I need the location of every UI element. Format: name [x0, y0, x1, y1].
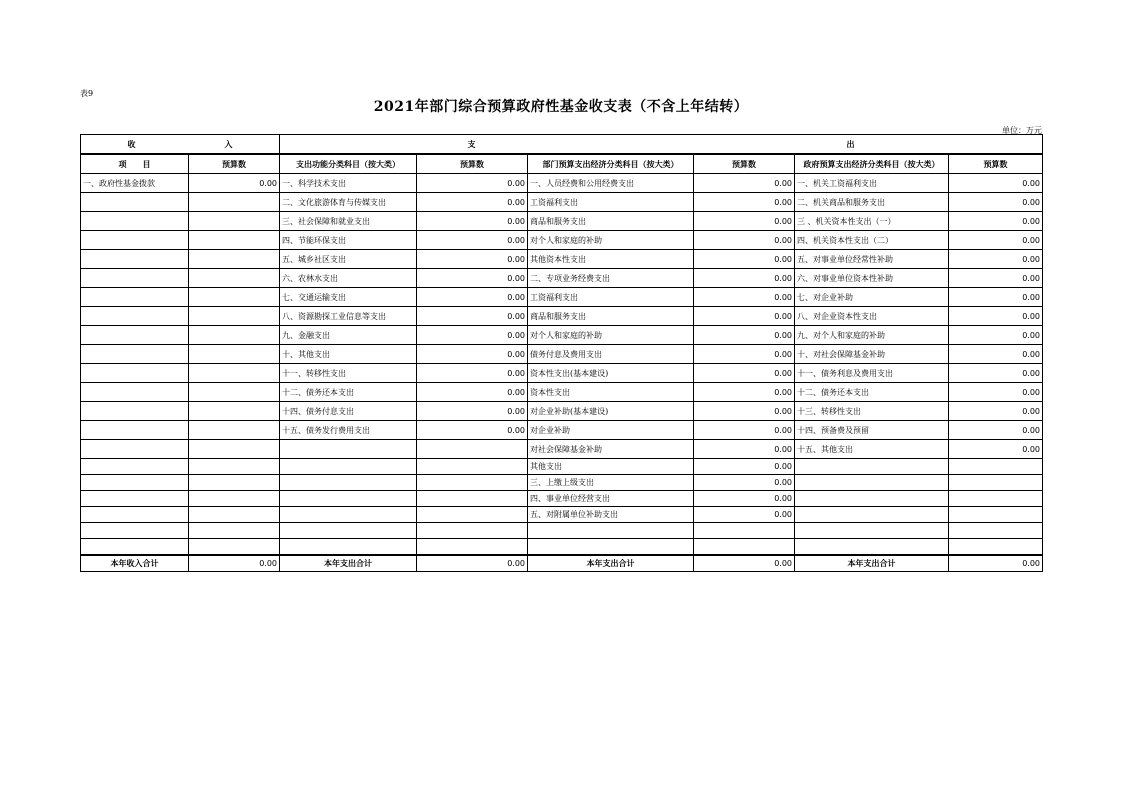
income-value-cell: [189, 193, 280, 212]
table-row: [81, 440, 1043, 459]
table-row: [81, 212, 1043, 231]
gov-econ-cell: 九、对个人和家庭的补助: [795, 326, 949, 345]
dept-total-label: 本年支出合计: [528, 555, 694, 572]
dept-econ-cell: 二、专项业务经费支出: [528, 269, 694, 288]
func-value-cell: 0.00: [417, 402, 528, 421]
func-class-cell: [280, 459, 417, 475]
income-value-cell: [189, 288, 280, 307]
dept-value-cell: 0.00: [694, 421, 795, 440]
income-item-cell: [81, 475, 189, 491]
dept-value-cell: 0.00: [694, 193, 795, 212]
income-value-cell: [189, 307, 280, 326]
dept-econ-cell: 商品和服务支出: [528, 307, 694, 326]
gov-econ-cell: 五、对事业单位经常性补助: [795, 250, 949, 269]
income-item-cell: [81, 231, 189, 250]
gov-value-cell: 0.00: [949, 288, 1043, 307]
totals-row: [81, 555, 1043, 572]
income-value-cell: [189, 212, 280, 231]
table-row: [81, 288, 1043, 307]
func-value-cell: [417, 507, 528, 523]
income-value-cell: [189, 475, 280, 491]
dept-value-cell: 0.00: [694, 345, 795, 364]
func-class-cell: 一、科学技术支出: [280, 174, 417, 193]
gov-econ-cell: 四、机关资本性支出（二）: [795, 231, 949, 250]
dept-econ-cell: 商品和服务支出: [528, 212, 694, 231]
col-gov-econ: 政府预算支出经济分类科目（按大类）: [795, 154, 949, 174]
func-value-cell: 0.00: [417, 231, 528, 250]
dept-econ-cell: 其他资本性支出: [528, 250, 694, 269]
income-item-cell: [81, 193, 189, 212]
income-item-cell: [81, 507, 189, 523]
func-value-cell: 0.00: [417, 364, 528, 383]
gov-value-cell: 0.00: [949, 421, 1043, 440]
dept-value-cell: 0.00: [694, 212, 795, 231]
dept-value-cell: 0.00: [694, 383, 795, 402]
table-row: [81, 250, 1043, 269]
col-func-class: 支出功能分类科目（按大类）: [280, 154, 417, 174]
dept-value-cell: 0.00: [694, 491, 795, 507]
gov-value-cell: 0.00: [949, 345, 1043, 364]
func-value-cell: [417, 491, 528, 507]
dept-value-cell: 0.00: [694, 507, 795, 523]
dept-econ-cell: 工资福利支出: [528, 193, 694, 212]
income-value-cell: [189, 507, 280, 523]
table-row: [81, 475, 1043, 491]
unit-label: 单位：万元: [1002, 126, 1042, 135]
income-value-cell: [189, 402, 280, 421]
func-value-cell: [417, 523, 528, 539]
func-value-cell: 0.00: [417, 269, 528, 288]
income-value-cell: [189, 250, 280, 269]
gov-econ-cell: [795, 475, 949, 491]
income-item-cell: [81, 250, 189, 269]
income-item-cell: 一、政府性基金拨款: [81, 174, 189, 193]
gov-value-cell: 0.00: [949, 174, 1043, 193]
income-header: 收 入: [81, 135, 280, 155]
gov-econ-cell: [795, 523, 949, 539]
col-budget: 预算数: [417, 154, 528, 174]
func-value-cell: 0.00: [417, 174, 528, 193]
gov-econ-cell: 十二、债务还本支出: [795, 383, 949, 402]
gov-value-cell: 0.00: [949, 231, 1043, 250]
gov-econ-cell: [795, 539, 949, 556]
gov-econ-cell: 八、对企业资本性支出: [795, 307, 949, 326]
gov-value-cell: [949, 459, 1043, 475]
gov-econ-cell: 十一、债务利息及费用支出: [795, 364, 949, 383]
dept-value-cell: 0.00: [694, 364, 795, 383]
table-row: [81, 193, 1043, 212]
gov-econ-cell: [795, 491, 949, 507]
income-value-cell: [189, 345, 280, 364]
func-value-cell: 0.00: [417, 193, 528, 212]
income-value-cell: [189, 383, 280, 402]
dept-total-value: 0.00: [694, 555, 795, 572]
income-item-cell: [81, 539, 189, 556]
table-row: [81, 539, 1043, 556]
table-row: [81, 459, 1043, 475]
func-total-label: 本年支出合计: [280, 555, 417, 572]
income-value-cell: [189, 440, 280, 459]
income-total-value: 0.00: [189, 555, 280, 572]
dept-value-cell: 0.00: [694, 402, 795, 421]
dept-econ-cell: 其他支出: [528, 459, 694, 475]
gov-total-label: 本年支出合计: [795, 555, 949, 572]
income-item-cell: [81, 288, 189, 307]
col-budget: 预算数: [189, 154, 280, 174]
func-class-cell: 十二、债务还本支出: [280, 383, 417, 402]
income-value-cell: [189, 539, 280, 556]
func-class-cell: 七、交通运输支出: [280, 288, 417, 307]
table-row: [81, 326, 1043, 345]
func-class-cell: 十四、债务付息支出: [280, 402, 417, 421]
col-budget: 预算数: [949, 154, 1043, 174]
sheet-number: 表9: [80, 89, 94, 98]
income-value-cell: [189, 421, 280, 440]
gov-value-cell: 0.00: [949, 364, 1043, 383]
func-class-cell: 五、城乡社区支出: [280, 250, 417, 269]
dept-value-cell: [694, 523, 795, 539]
gov-total-value: 0.00: [949, 555, 1043, 572]
dept-econ-cell: 工资福利支出: [528, 288, 694, 307]
dept-econ-cell: 对企业补助: [528, 421, 694, 440]
func-class-cell: 六、农林水支出: [280, 269, 417, 288]
income-item-cell: [81, 523, 189, 539]
gov-econ-cell: 三 、机关资本性支出（一）: [795, 212, 949, 231]
dept-econ-cell: [528, 539, 694, 556]
func-class-cell: 九、金融支出: [280, 326, 417, 345]
func-class-cell: [280, 475, 417, 491]
func-class-cell: 十、其他支出: [280, 345, 417, 364]
dept-econ-cell: 对社会保障基金补助: [528, 440, 694, 459]
func-value-cell: [417, 440, 528, 459]
dept-econ-cell: 四、事业单位经营支出: [528, 491, 694, 507]
func-class-cell: 三、社会保障和就业支出: [280, 212, 417, 231]
table-row: [81, 421, 1043, 440]
gov-econ-cell: 一、机关工资福利支出: [795, 174, 949, 193]
gov-econ-cell: [795, 459, 949, 475]
income-item-cell: [81, 269, 189, 288]
func-value-cell: 0.00: [417, 326, 528, 345]
func-class-cell: 八、资源勘探工业信息等支出: [280, 307, 417, 326]
income-item-cell: [81, 440, 189, 459]
dept-econ-cell: 债务付息及费用支出: [528, 345, 694, 364]
dept-econ-cell: 对个人和家庭的补助: [528, 326, 694, 345]
gov-econ-cell: 六、对事业单位资本性补助: [795, 269, 949, 288]
dept-econ-cell: 资本性支出: [528, 383, 694, 402]
income-value-cell: [189, 491, 280, 507]
income-value-cell: [189, 269, 280, 288]
func-class-cell: [280, 539, 417, 556]
dept-value-cell: 0.00: [694, 440, 795, 459]
col-budget: 预算数: [694, 154, 795, 174]
dept-value-cell: 0.00: [694, 307, 795, 326]
income-item-cell: [81, 326, 189, 345]
func-value-cell: 0.00: [417, 212, 528, 231]
func-value-cell: 0.00: [417, 250, 528, 269]
income-value-cell: 0.00: [189, 174, 280, 193]
func-class-cell: [280, 491, 417, 507]
dept-econ-cell: 对企业补助(基本建设): [528, 402, 694, 421]
dept-value-cell: 0.00: [694, 174, 795, 193]
func-class-cell: 四、节能环保支出: [280, 231, 417, 250]
dept-econ-cell: 一、人员经费和公用经费支出: [528, 174, 694, 193]
dept-econ-cell: 对个人和家庭的补助: [528, 231, 694, 250]
col-item: 项 目: [81, 154, 189, 174]
income-value-cell: [189, 459, 280, 475]
dept-value-cell: 0.00: [694, 250, 795, 269]
gov-value-cell: 0.00: [949, 307, 1043, 326]
dept-value-cell: [694, 539, 795, 556]
gov-econ-cell: 十五、其他支出: [795, 440, 949, 459]
expense-header: 支 出: [280, 135, 1043, 155]
income-item-cell: [81, 345, 189, 364]
income-value-cell: [189, 326, 280, 345]
table-row: [81, 269, 1043, 288]
func-value-cell: 0.00: [417, 288, 528, 307]
func-class-cell: [280, 523, 417, 539]
func-total-value: 0.00: [417, 555, 528, 572]
table-row: [81, 345, 1043, 364]
income-item-cell: [81, 491, 189, 507]
func-value-cell: 0.00: [417, 307, 528, 326]
col-dept-econ: 部门预算支出经济分类科目（按大类）: [528, 154, 694, 174]
income-value-cell: [189, 231, 280, 250]
gov-value-cell: 0.00: [949, 193, 1043, 212]
gov-econ-cell: 七、对企业补助: [795, 288, 949, 307]
dept-econ-cell: [528, 523, 694, 539]
dept-value-cell: 0.00: [694, 475, 795, 491]
func-class-cell: 十一、转移性支出: [280, 364, 417, 383]
gov-value-cell: 0.00: [949, 269, 1043, 288]
gov-econ-cell: 十三、转移性支出: [795, 402, 949, 421]
table-row: [81, 364, 1043, 383]
gov-value-cell: 0.00: [949, 326, 1043, 345]
gov-value-cell: [949, 523, 1043, 539]
income-item-cell: [81, 459, 189, 475]
dept-value-cell: 0.00: [694, 459, 795, 475]
table-row: [81, 402, 1043, 421]
income-value-cell: [189, 523, 280, 539]
table-row: [81, 383, 1043, 402]
table-row: [81, 507, 1043, 523]
income-item-cell: [81, 364, 189, 383]
income-value-cell: [189, 364, 280, 383]
header-row-main: [81, 135, 1043, 155]
dept-econ-cell: 五、对附属单位补助支出: [528, 507, 694, 523]
gov-value-cell: [949, 539, 1043, 556]
func-value-cell: [417, 475, 528, 491]
income-item-cell: [81, 212, 189, 231]
header-row-columns: [81, 154, 1043, 174]
gov-value-cell: 0.00: [949, 402, 1043, 421]
gov-value-cell: [949, 491, 1043, 507]
gov-value-cell: [949, 475, 1043, 491]
func-class-cell: 十五、债务发行费用支出: [280, 421, 417, 440]
income-item-cell: [81, 307, 189, 326]
func-value-cell: 0.00: [417, 421, 528, 440]
budget-table: [80, 134, 1043, 572]
page-title: 2021年部门综合预算政府性基金收支表（不含上年结转）: [373, 99, 749, 115]
func-value-cell: [417, 459, 528, 475]
gov-value-cell: 0.00: [949, 250, 1043, 269]
gov-econ-cell: [795, 507, 949, 523]
func-class-cell: [280, 507, 417, 523]
gov-value-cell: 0.00: [949, 440, 1043, 459]
dept-value-cell: 0.00: [694, 288, 795, 307]
func-value-cell: [417, 539, 528, 556]
dept-value-cell: 0.00: [694, 231, 795, 250]
dept-value-cell: 0.00: [694, 326, 795, 345]
dept-value-cell: 0.00: [694, 269, 795, 288]
table-row: [81, 523, 1043, 539]
income-item-cell: [81, 383, 189, 402]
dept-econ-cell: 资本性支出(基本建设): [528, 364, 694, 383]
gov-econ-cell: 十四、预备费及预留: [795, 421, 949, 440]
func-class-cell: [280, 440, 417, 459]
income-item-cell: [81, 421, 189, 440]
dept-econ-cell: 三、上缴上级支出: [528, 475, 694, 491]
income-item-cell: [81, 402, 189, 421]
gov-value-cell: [949, 507, 1043, 523]
gov-value-cell: 0.00: [949, 212, 1043, 231]
func-value-cell: 0.00: [417, 345, 528, 364]
table-row: [81, 231, 1043, 250]
func-value-cell: 0.00: [417, 383, 528, 402]
table-row: [81, 174, 1043, 193]
func-class-cell: 二、文化旅游体育与传媒支出: [280, 193, 417, 212]
gov-value-cell: 0.00: [949, 383, 1043, 402]
income-total-label: 本年收入合计: [81, 555, 189, 572]
gov-econ-cell: 十、对社会保障基金补助: [795, 345, 949, 364]
gov-econ-cell: 二、机关商品和服务支出: [795, 193, 949, 212]
table-row: [81, 491, 1043, 507]
table-row: [81, 307, 1043, 326]
